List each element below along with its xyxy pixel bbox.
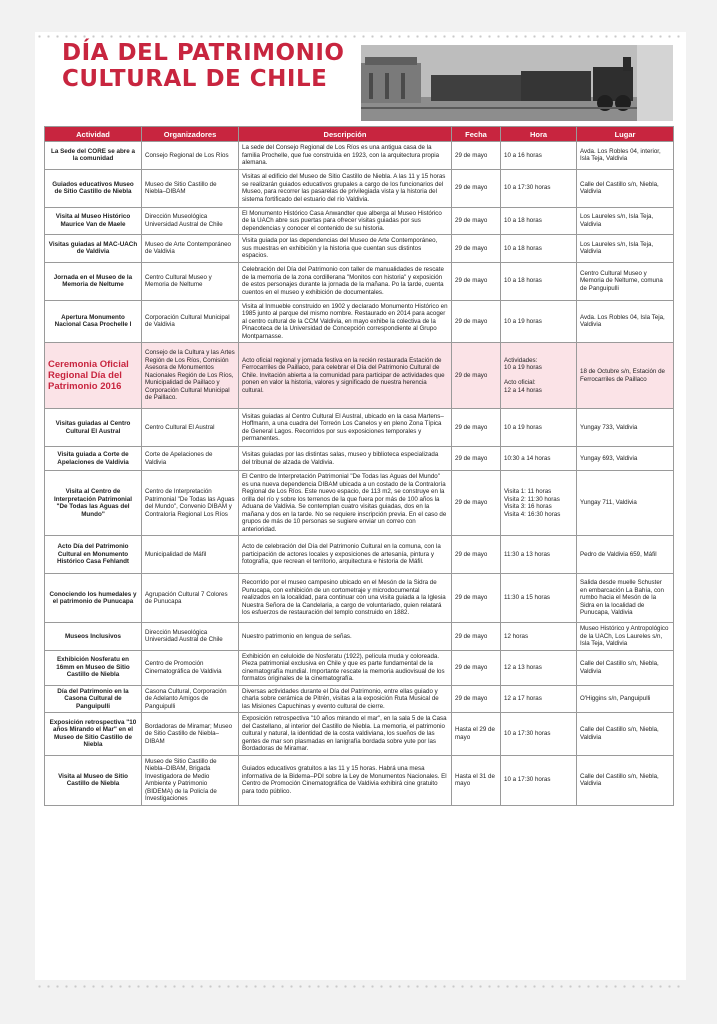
activity-cell: Exposición retrospectiva "10 años Mirando el Mar" en el Museo de Sitio Castillo de Niebla <box>45 713 142 756</box>
organizers-cell: Casona Cultural, Corporación de Adelanto Amigos de Panguipulli <box>142 685 239 713</box>
description-cell: Nuestro patrimonio en lengua de señas. <box>239 623 452 651</box>
place-cell: O'Higgins s/n, Panguipulli <box>577 685 674 713</box>
place-cell: Yungay 693, Valdivia <box>577 447 674 471</box>
description-cell: Exhibición en celuloide de Nosferatu (1922), película muda y coloreada. Pieza patrimonial exclusiva en Chile y que es parte fundamental de la cinematografía mundial. Importante rescate la memoria audiovisual de los formatos originales de la cinematografía. <box>239 650 452 685</box>
activity-cell: Día del Patrimonio en la Casona Cultural de Panguipulli <box>45 685 142 713</box>
time-cell: Visita 1: 11 horas Visita 2: 11:30 horas Visita 3: 16 horas Visita 4: 16:30 horas <box>501 471 577 536</box>
date-cell: 29 de mayo <box>452 536 501 574</box>
table-row <box>45 409 674 447</box>
organizers-cell: Consejo de la Cultura y las Artes Región de Los Ríos, Comisión Asesora de Monumentos Nacionales Región de Los Ríos, Municipalidad de Paillaco y Corporación Cultural Municipal de Paillaco. <box>142 343 239 409</box>
activity-cell: Apertura Monumento Nacional Casa Prochelle I <box>45 300 142 343</box>
table-row <box>45 447 674 471</box>
table-row <box>45 300 674 343</box>
description-cell: Guiados educativos gratuitos a las 11 y 15 horas. Habrá una mesa informativa de la Bidema–PDI sobre la Ley de Monumentos Nacionales. El Centro de Promoción Cinematográfica de Valdivia exhibirá cine gratuito para todo público. <box>239 755 452 805</box>
table-row <box>45 755 674 805</box>
time-cell: 10 a 17:30 horas <box>501 713 577 756</box>
description-cell: Diversas actividades durante el Día del Patrimonio, entre ellas guiado y charla sobre cerámica de Pitrén, visitas a la exposición Ruta Musical de las Misiones Capuchinas y evento cultural de cierre. <box>239 685 452 713</box>
time-cell: 10 a 17:30 horas <box>501 755 577 805</box>
train-station-photo <box>361 45 673 121</box>
description-cell: Visita al Inmueble construido en 1902 y declarado Monumento Histórico en 1985 junto al parque del mismo nombre. Restaurado en 2014 para acoger al centro cultural de la CCM Valdivia, en mayo exhibe la colectiva de la Pinacoteca de la Universidad de Concepción correspondiente al Grupo Montparnasse. <box>239 300 452 343</box>
activity-cell: Visita al Museo de Sitio Castillo de Niebla <box>45 755 142 805</box>
col-header-hora: Hora <box>501 127 577 142</box>
time-cell: 10 a 18 horas <box>501 235 577 263</box>
time-cell: Actividades: 10 a 19 horas Acto oficial: 12 a 14 horas <box>501 343 577 409</box>
description-cell: El Centro de Interpretación Patrimonial "De Todas las Aguas del Mundo" es una nueva dependencia DIBAM ubicada a un costado de la Contraloría Regional de Los Ríos. Este nuevo espacio, de 113 m2, se construye en la orilla del río y sobre los terrenos de la que fuera por más de 100 años la Aduana de Valdivia. Se contemplan cuatro visitas guiadas, dos en la mañana y dos en la tarde. No se requiere inscripción previa. En el caso de grupos de más de 10 personas se sugiere enviar un correo con anterioridad. <box>239 471 452 536</box>
place-cell: Los Laureles s/n, Isla Teja, Valdivia <box>577 207 674 235</box>
activity-cell: Museos Inclusivos <box>45 623 142 651</box>
activity-cell: Visita guiada a Corte de Apelaciones de Valdivia <box>45 447 142 471</box>
time-cell: 12 horas <box>501 623 577 651</box>
time-cell: 10 a 19 horas <box>501 300 577 343</box>
activity-cell: Visitas guiadas al MAC-UACh de Valdivia <box>45 235 142 263</box>
place-cell: Avda. Los Robles 04, interior, Isla Teja, Valdivia <box>577 142 674 170</box>
description-cell: Acto oficial regional y jornada festiva en la recién restaurada Estación de Ferrocarriles de Paillaco, para celebrar el Día del Patrimonio Cultural de Chile. Invitación abierta a la comunidad para participar de actividades que ponen en valor la historia, valores y significado de nuestra herencia cultural. <box>239 343 452 409</box>
date-cell: 29 de mayo <box>452 343 501 409</box>
description-cell: Visitas al edificio del Museo de Sitio Castillo de Niebla. A las 11 y 15 horas se realizarán guiados educativos grupales a cargo de los funcionarios del Museo, para recorrer las pasarelas de privilegiada vista y la historia del sistema fortificado del estuario del río Valdivia. <box>239 169 452 207</box>
title-line-2: CULTURAL DE CHILE <box>62 66 328 92</box>
organizers-cell: Centro de Interpretación Patrimonial "De Todas las Aguas del Mundo", Convenio DIBAM y Contraloría Regional Los Ríos <box>142 471 239 536</box>
place-cell: Yungay 733, Valdivia <box>577 409 674 447</box>
time-cell: 10 a 19 horas <box>501 409 577 447</box>
organizers-cell: Municipalidad de Máfil <box>142 536 239 574</box>
place-cell: 18 de Octubre s/n, Estación de Ferrocarriles de Paillaco <box>577 343 674 409</box>
organizers-cell: Consejo Regional de Los Ríos <box>142 142 239 170</box>
place-cell: Pedro de Valdivia 659, Máfil <box>577 536 674 574</box>
date-cell: 29 de mayo <box>452 300 501 343</box>
organizers-cell: Centro Cultural El Austral <box>142 409 239 447</box>
date-cell: Hasta el 29 de mayo <box>452 713 501 756</box>
col-header-actividad: Actividad <box>45 127 142 142</box>
table-row <box>45 650 674 685</box>
activity-cell: Visita al Centro de Interpretación Patrimonial "De Todas las Aguas del Mundo" <box>45 471 142 536</box>
col-header-lugar: Lugar <box>577 127 674 142</box>
table-row <box>45 713 674 756</box>
date-cell: 29 de mayo <box>452 409 501 447</box>
table-row <box>45 142 674 170</box>
place-cell: Salida desde muelle Schuster en embarcación La Bahía, con rumbo hacia el Mesón de la Sidra en la localidad de Punucapa, Valdivia <box>577 574 674 623</box>
place-cell: Yungay 711, Valdivia <box>577 471 674 536</box>
time-cell: 10 a 16 horas <box>501 142 577 170</box>
events-table <box>44 126 674 806</box>
date-cell: 29 de mayo <box>452 471 501 536</box>
activity-cell: Conociendo los humedales y el patrimonio de Punucapa <box>45 574 142 623</box>
table-row <box>45 471 674 536</box>
date-cell: 29 de mayo <box>452 262 501 300</box>
organizers-cell: Dirección Museológica Universidad Austral de Chile <box>142 207 239 235</box>
description-cell: Visita guiada por las dependencias del Museo de Arte Contemporáneo, sus muestras en exhibición y la historia que cuentan sus distintos espacios. <box>239 235 452 263</box>
organizers-cell: Agrupación Cultural 7 Colores de Punucapa <box>142 574 239 623</box>
organizers-cell: Corporación Cultural Municipal de Valdivia <box>142 300 239 343</box>
place-cell: Museo Histórico y Antropológico de la UACh, Los Laureles s/n, Isla Teja, Valdivia <box>577 623 674 651</box>
time-cell: 10 a 17:30 horas <box>501 169 577 207</box>
organizers-cell: Museo de Sitio Castillo de Niebla–DIBAM <box>142 169 239 207</box>
date-cell: Hasta el 31 de mayo <box>452 755 501 805</box>
table-row <box>45 207 674 235</box>
date-cell: 29 de mayo <box>452 623 501 651</box>
date-cell: 29 de mayo <box>452 169 501 207</box>
col-header-organizadores: Organizadores <box>142 127 239 142</box>
place-cell: Avda. Los Robles 04, Isla Teja, Valdivia <box>577 300 674 343</box>
date-cell: 29 de mayo <box>452 142 501 170</box>
description-cell: Visitas guiadas por las distintas salas, museo y biblioteca especializada del tribunal de alzada de Valdivia. <box>239 447 452 471</box>
organizers-cell: Bordadoras de Miramar; Museo de Sitio Castillo de Niebla–DIBAM <box>142 713 239 756</box>
place-cell: Los Laureles s/n, Isla Teja, Valdivia <box>577 235 674 263</box>
organizers-cell: Museo de Sitio Castillo de Niebla–DIBAM, Brigada Investigadora de Medio Ambiente y Patrimonio (BIDEMA) de la Policía de Investigaciones <box>142 755 239 805</box>
table-row <box>45 536 674 574</box>
date-cell: 29 de mayo <box>452 650 501 685</box>
time-cell: 10 a 18 horas <box>501 262 577 300</box>
table-row <box>45 262 674 300</box>
time-cell: 12 a 13 horas <box>501 650 577 685</box>
col-header-fecha: Fecha <box>452 127 501 142</box>
description-cell: Visitas guiadas al Centro Cultural El Austral, ubicado en la casa Martens–Hoffmann, a una cuadra del Torreón Los Canelos y en pleno Zona Típica de General Lagos. Recorridos por sus exposiciones temporales y permanentes. <box>239 409 452 447</box>
table-row <box>45 169 674 207</box>
place-cell: Calle del Castillo s/n, Niebla, Valdivia <box>577 169 674 207</box>
organizers-cell: Corte de Apelaciones de Valdivia <box>142 447 239 471</box>
date-cell: 29 de mayo <box>452 685 501 713</box>
table-header-row <box>45 127 674 142</box>
activity-cell: Guiados educativos Museo de Sitio Castillo de Niebla <box>45 169 142 207</box>
description-cell: Exposición retrospectiva "10 años mirando el mar", en la sala 5 de la Casa del Castellano, al interior del Castillo de Niebla. La memoria, el patrimonio cultural y natural, la identidad de la costa valdiviana, los sueños de las gentes de mar son plasmadas en lanigrafía bordada sobre yute por las Bordadoras de Miramar. <box>239 713 452 756</box>
table-row <box>45 574 674 623</box>
table-row <box>45 623 674 651</box>
activity-cell: Jornada en el Museo de la Memoria de Neltume <box>45 262 142 300</box>
place-cell: Centro Cultural Museo y Memoria de Neltume, comuna de Panguipulli <box>577 262 674 300</box>
dot-border-top <box>35 32 686 40</box>
description-cell: Recorrido por el museo campesino ubicado en el Mesón de la Sidra de Punucapa, con exhibición de un cortometraje y microdocumental realizados en la localidad, para continuar con una visita guiada a la Iglesia Nuestra Señora de la Candelaria, a cargo de voluntariado, quien relatará los esfuerzos de restauración del templo construido en 1882. <box>239 574 452 623</box>
activity-cell: Visita al Museo Histórico Maurice Van de Maele <box>45 207 142 235</box>
table-row <box>45 343 674 409</box>
time-cell: 10 a 18 horas <box>501 207 577 235</box>
place-cell: Calle del Castillo s/n, Niebla, Valdivia <box>577 755 674 805</box>
activity-cell: Acto Día del Patrimonio Cultural en Monumento Histórico Casa Fehlandt <box>45 536 142 574</box>
time-cell: 12 a 17 horas <box>501 685 577 713</box>
time-cell: 11:30 a 13 horas <box>501 536 577 574</box>
description-cell: Celebración del Día del Patrimonio con taller de manualidades de rescate de la memoria de la zona cordillerana "Monitos con historia" y exposición de estos personajes durante la jornada de la mañana. Po la tarde, cuenta cuentos en el museo y exhibición de documentales. <box>239 262 452 300</box>
date-cell: 29 de mayo <box>452 574 501 623</box>
title-line-1: DÍA DEL PATRIMONIO <box>62 40 345 66</box>
organizers-cell: Dirección Museológica Universidad Austral de Chile <box>142 623 239 651</box>
organizers-cell: Centro Cultural Museo y Memoria de Neltume <box>142 262 239 300</box>
organizers-cell: Centro de Promoción Cinematográfica de Valdivia <box>142 650 239 685</box>
activity-cell: Exhibición Nosferatu en 16mm en Museo de Sitio Castillo de Niebla <box>45 650 142 685</box>
activity-cell: Visitas guiadas al Centro Cultural El Austral <box>45 409 142 447</box>
time-cell: 10:30 a 14 horas <box>501 447 577 471</box>
place-cell: Calle del Castillo s/n, Niebla, Valdivia <box>577 713 674 756</box>
place-cell: Calle del Castillo s/n, Niebla, Valdivia <box>577 650 674 685</box>
dot-border-bottom <box>35 982 686 990</box>
page-title <box>62 40 344 92</box>
table-row <box>45 235 674 263</box>
date-cell: 29 de mayo <box>452 447 501 471</box>
date-cell: 29 de mayo <box>452 235 501 263</box>
organizers-cell: Museo de Arte Contemporáneo de Valdivia <box>142 235 239 263</box>
activity-cell: Ceremonia Oficial Regional Día del Patrimonio 2016 <box>45 343 142 409</box>
description-cell: La sede del Consejo Regional de Los Ríos es una antigua casa de la familia Prochelle, que fue construida en 1923, con la arquitectura propia alemana. <box>239 142 452 170</box>
activity-cell: La Sede del CORE se abre a la comunidad <box>45 142 142 170</box>
description-cell: Acto de celebración del Día del Patrimonio Cultural en la comuna, con la participación de actores locales y exposiciones de artesanía, pintura y fotografía, que recrean el territorio, arquitectura e historia de Máfil. <box>239 536 452 574</box>
time-cell: 11:30 a 15 horas <box>501 574 577 623</box>
table-row <box>45 685 674 713</box>
col-header-descripcion: Descripción <box>239 127 452 142</box>
date-cell: 29 de mayo <box>452 207 501 235</box>
description-cell: El Monumento Histórico Casa Anwandter que alberga al Museo Histórico de la UACh abre sus puertas para ofrecer visitas guiadas por sus dependencias y conocer el contenido de su historia. <box>239 207 452 235</box>
